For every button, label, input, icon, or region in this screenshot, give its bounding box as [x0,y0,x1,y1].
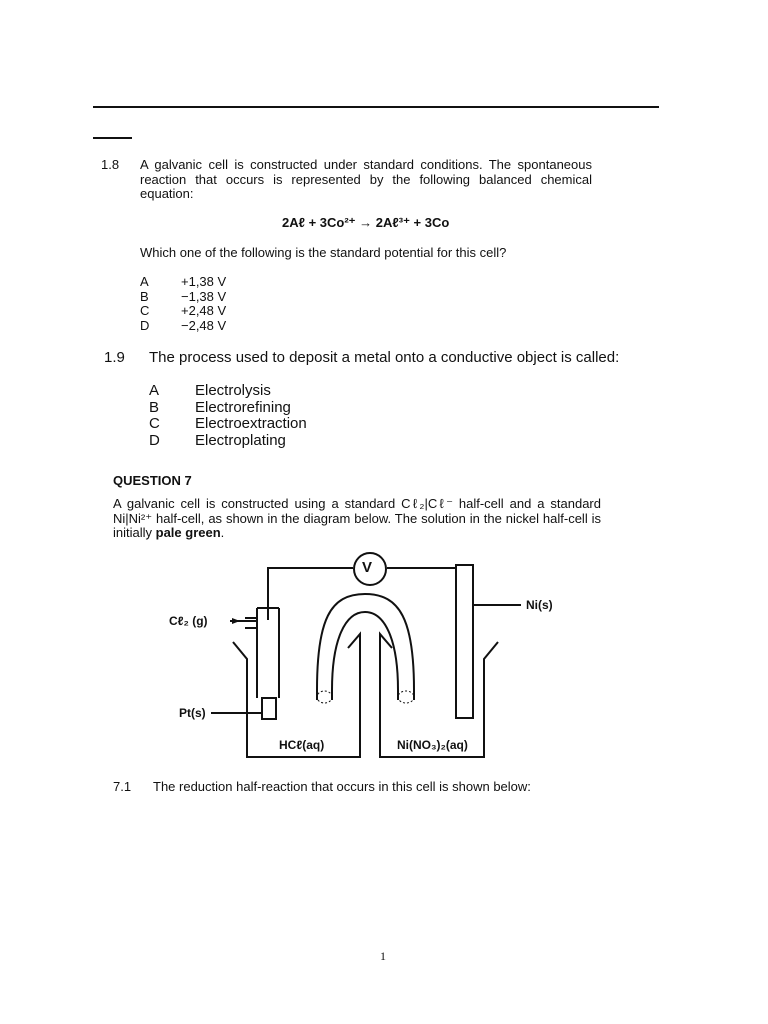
option-letter: B [149,399,160,416]
option-text: Electrolysis [195,382,271,399]
question-7-text-bold: pale green [155,525,221,540]
option-letter: D [140,318,150,333]
question-number: 1.8 [101,157,120,172]
chemical-equation: 2Aℓ + 3Co²⁺ → 2Aℓ³⁺ + 3Co [282,215,450,230]
question-number: 7.1 [113,779,132,794]
arrow-head-icon [232,618,240,624]
option-text: Electrorefining [195,399,291,416]
salt-bridge-inner [332,612,398,700]
option-letter: C [149,415,160,432]
question-number: 1.9 [104,349,125,366]
label-platinum: Pt(s) [179,706,206,720]
platinum-electrode [262,698,276,719]
option-text: Electroplating [195,432,286,449]
label-right-solution: Ni(NO₃)₂(aq) [397,738,468,752]
option-text: −2,48 V [181,318,227,333]
label-left-solution: HCℓ(aq) [279,738,325,752]
question-prompt: Which one of the following is the standard potential for this cell? [140,245,507,260]
question-7-text-after: . [220,525,225,540]
option-text: −1,38 V [181,289,227,304]
circuit-wire-left [268,568,353,620]
label-nickel: Ni(s) [526,598,553,612]
question-7-text-before: A galvanic cell is constructed using a standard Cℓ₂|Cℓ⁻ half-cell and a standard Ni|Ni²⁺ half-cell, as shown in the diagram below. The solution in the nickel half-cell is initially [113,496,601,540]
option-letter: A [140,274,149,289]
gas-inlet [245,618,257,628]
option-letter: B [140,289,149,304]
voltmeter-label: V [362,559,373,576]
option-text: +2,48 V [181,303,227,318]
option-letter: A [149,382,160,399]
question-7-1-text: The reduction half-reaction that occurs in this cell is shown below: [153,779,531,794]
option-letter: C [140,303,150,318]
question-text: The process used to deposit a metal onto a conductive object is called: [149,349,620,366]
question-7-heading: QUESTION 7 [113,473,192,488]
question-text: A galvanic cell is constructed under standard conditions. The spontaneous reaction that occurs is represented by the following balanced chemical equation: [140,157,592,201]
nickel-electrode [456,565,473,718]
gas-tube [257,608,279,698]
option-text: +1,38 V [181,274,227,289]
option-letter: D [149,432,160,449]
option-text: Electroextraction [195,415,307,432]
salt-bridge-plug-right [398,691,414,703]
page-number: 1 [380,949,386,963]
label-chlorine-gas: Cℓ₂ (g) [169,614,208,628]
salt-bridge-plug-left [317,691,332,703]
